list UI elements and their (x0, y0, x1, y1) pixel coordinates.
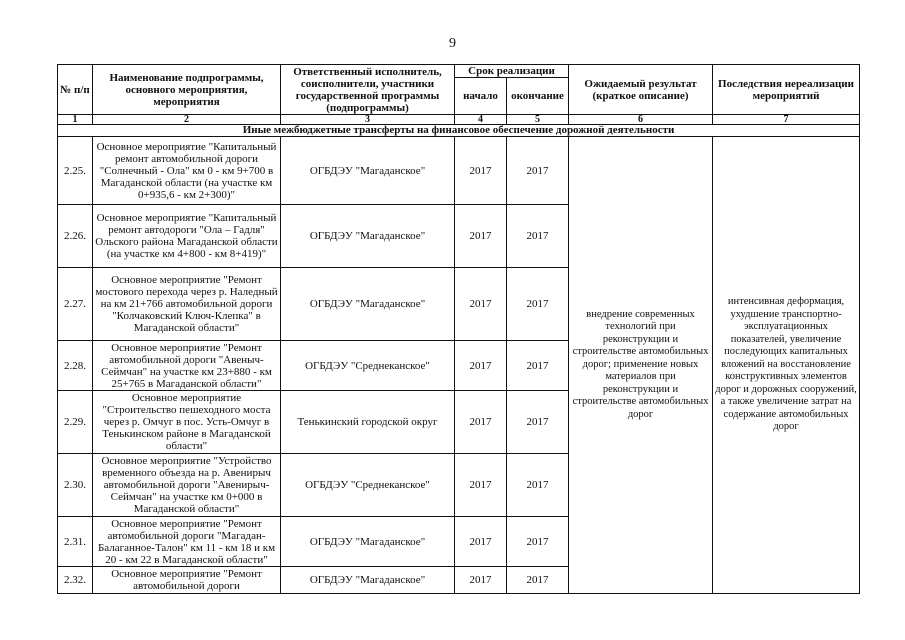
row-start: 2017 (455, 341, 507, 391)
row-name: Основное мероприятие "Капитальный ремонт автодороги "Ола – Гадля" Ольского района Магаданской области (на участке км 4+800 - км 8+419)" (93, 205, 281, 268)
row-end: 2017 (507, 205, 569, 268)
row-name: Основное мероприятие "Устройство временного объезда на р. Авенирыч автомобильной дороги "Авенирыч-Сеймчан" на участке км 0+000 в Магаданской области" (93, 454, 281, 517)
table-row (58, 137, 860, 205)
row-end: 2017 (507, 268, 569, 341)
column-index: 6 (569, 115, 713, 125)
header-name: Наименование подпрограммы, основного мероприятия, мероприятия (93, 65, 281, 115)
column-index: 4 (455, 115, 507, 125)
row-executor: ОГБДЭУ "Магаданское" (281, 205, 455, 268)
row-executor: ОГБДЭУ "Среднеканское" (281, 341, 455, 391)
header-start: начало (455, 78, 507, 115)
row-number: 2.25. (58, 137, 93, 205)
expected-result: внедрение современных технологий при реконструкции и строительстве автомобильных дорог; применение новых материалов при реконструкции и строительстве автомобильных дорог (569, 137, 713, 594)
header-result: Ожидаемый результат (краткое описание) (569, 65, 713, 115)
header-row (58, 65, 860, 78)
row-number: 2.29. (58, 391, 93, 454)
section-row (58, 125, 860, 137)
row-executor: ОГБДЭУ "Среднеканское" (281, 454, 455, 517)
row-number: 2.30. (58, 454, 93, 517)
column-index-row (58, 115, 860, 125)
page-number: 9 (449, 36, 456, 51)
row-start: 2017 (455, 205, 507, 268)
row-executor: Тенькинский городской округ (281, 391, 455, 454)
row-start: 2017 (455, 567, 507, 594)
row-end: 2017 (507, 137, 569, 205)
consequence-text: интенсивная деформация, ухудшение транспортно-эксплуатационных показателей, увеличение последующих капитальных вложений на восстановление конструктивных элементов дорог и дорожных сооружений, а также увеличение затрат на содержание автомобильных дорог (713, 137, 860, 594)
row-name: Основное мероприятие "Ремонт мостового перехода через р. Наледный на км 21+766 автомобильной дороги "Колчаковский Ключ-Клепка" в Магаданской области" (93, 268, 281, 341)
column-index: 1 (58, 115, 93, 125)
row-start: 2017 (455, 137, 507, 205)
header-executor: Ответственный исполнитель, соисполнители, участники государственной программы (подпрограммы) (281, 65, 455, 115)
row-executor: ОГБДЭУ "Магаданское" (281, 567, 455, 594)
row-number: 2.32. (58, 567, 93, 594)
program-table (57, 64, 860, 594)
row-name: Основное мероприятие "Ремонт автомобильной дороги (93, 567, 281, 594)
row-end: 2017 (507, 341, 569, 391)
row-number: 2.28. (58, 341, 93, 391)
row-end: 2017 (507, 391, 569, 454)
row-end: 2017 (507, 567, 569, 594)
column-index: 7 (713, 115, 860, 125)
header-period: Срок реализации (455, 65, 569, 78)
row-name: Основное мероприятие "Капитальный ремонт автомобильной дороги "Солнечный - Ола" км 0 - км 9+700 в Магаданской области (на участке км 0+935,6 - км 2+300)" (93, 137, 281, 205)
column-index: 3 (281, 115, 455, 125)
row-executor: ОГБДЭУ "Магаданское" (281, 517, 455, 567)
row-start: 2017 (455, 268, 507, 341)
row-start: 2017 (455, 454, 507, 517)
section-title: Иные межбюджетные трансферты на финансовое обеспечение дорожной деятельности (58, 125, 860, 137)
row-number: 2.31. (58, 517, 93, 567)
row-name: Основное мероприятие "Строительство пешеходного моста через р. Омчуг в пос. Усть-Омчуг в Тенькинском районе в Магаданской области" (93, 391, 281, 454)
header-consequence: Последствия нереализации мероприятий (713, 65, 860, 115)
header-num: № п/п (58, 65, 93, 115)
header-end: окончание (507, 78, 569, 115)
column-index: 5 (507, 115, 569, 125)
row-end: 2017 (507, 517, 569, 567)
row-executor: ОГБДЭУ "Магаданское" (281, 137, 455, 205)
row-name: Основное мероприятие "Ремонт автомобильной дороги "Авеныч-Сеймчан" на участке км 23+880 - км 25+765 в Магаданской области" (93, 341, 281, 391)
column-index: 2 (93, 115, 281, 125)
row-name: Основное мероприятие "Ремонт автомобильной дороги "Магадан-Балаганное-Талон" км 11 - км 18 и км 20 - км 22 в Магаданской области" (93, 517, 281, 567)
row-end: 2017 (507, 454, 569, 517)
row-number: 2.27. (58, 268, 93, 341)
row-start: 2017 (455, 391, 507, 454)
row-executor: ОГБДЭУ "Магаданское" (281, 268, 455, 341)
row-number: 2.26. (58, 205, 93, 268)
row-start: 2017 (455, 517, 507, 567)
